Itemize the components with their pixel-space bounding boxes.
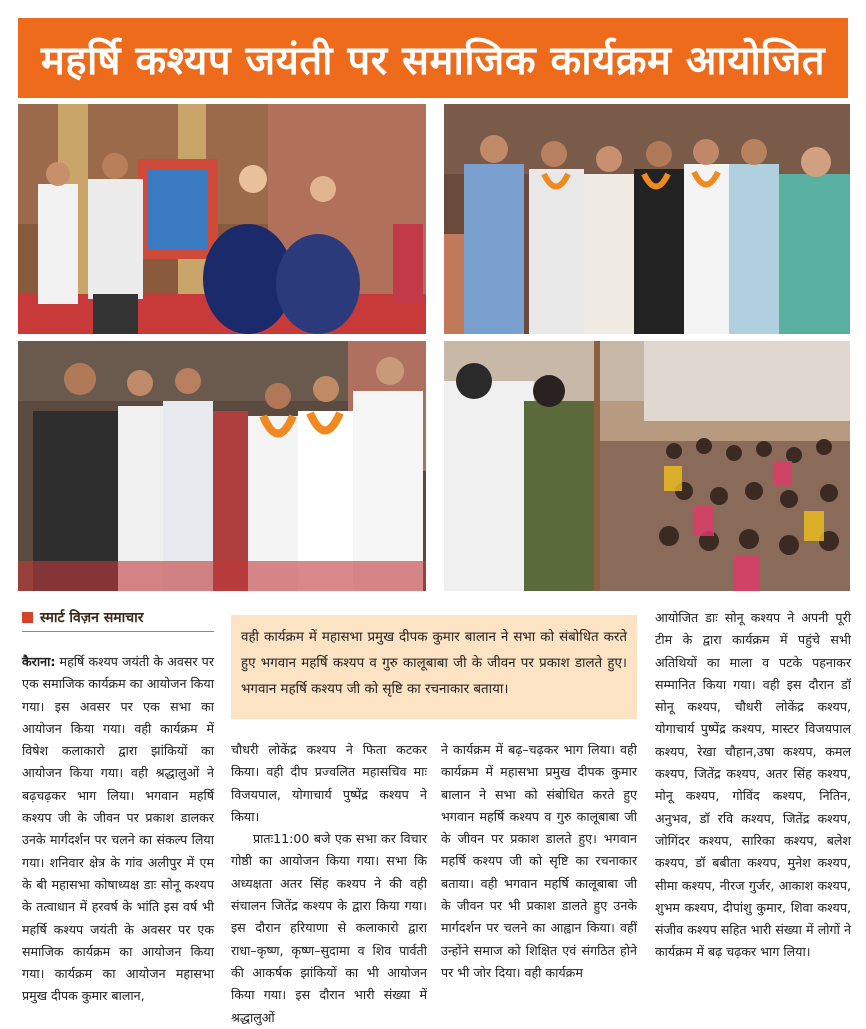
article-text-col2-p1: चौधरी लोकेंद्र कश्यप ने फिता कटकर किया। वही दीप प्रज्वलित महासचिव माः विजयपाल, योगाचार्य पुष्पेंद्र कश्यप ने किया। [231,742,427,824]
folk-dance-performance-photo [18,104,426,334]
garlanded-guests-photo [18,341,426,591]
byline [22,606,212,628]
headline-text: महर्षि कश्यप जयंती पर समाजिक कार्यक्रम आयोजित [40,37,826,84]
pull-quote-box [231,615,637,719]
article-text-col3: ने कार्यक्रम में बढ़–चढ़कर भाग लिया। वही कार्यक्रम में महासभा प्रमुख दीपक कुमार बालान ने सभा को संबोधित करते हुए भगवान महर्षि कश्यप व गुरु कालूबाबा जी के जीवन पर प्रकाश डालते हुए। भगवान महर्षि कश्यप जी को सृष्टि का रचनाकार बताया। वही भगवान महर्षि कालूबाबा जी के जीवन पर भी प्रकाश डालते हुए उनके मार्गदर्शन पर चलने का आह्वान किया। वहीं उन्होंने समाज को शिक्षित एवं संगठित होने पर भी जोर दिया। वही कार्यक्रम [441,742,637,980]
byline-square-icon [22,612,33,623]
byline-text: स्मार्ट विज़न समाचार [40,609,144,626]
article-column-4 [655,607,851,964]
article-column-3 [441,739,637,984]
article-column-2 [231,739,427,1029]
pull-quote-text: वही कार्यक्रम में महासभा प्रमुख दीपक कुमार बालान ने सभा को संबोधित करते हुए भगवान महर्षि कश्यप व गुरु कालूबाबा जी के जीवन पर प्रकाश डालते हुए। भगवान महर्षि कश्यप जी को सृष्टि का रचनाकार बताया। [241,630,627,697]
article-column-1 [22,651,214,1008]
article-text-col4: आयोजित डाः सोनू कश्यप ने अपनी पूरी टीम के द्वारा कार्यक्रम में पहुंचे सभी अतिथियों का माला व पटके पहनाकर सम्मानित किया गया। वही इस दौरान डॉ सोनू कश्यप, चौधरी लोकेंद्र कश्यप, योगाचार्य पुष्पेंद्र कश्यप, मास्टर विजयपाल कश्यप, रेखा चौहान,उषा कश्यप, कमल कश्यप, जितेंद्र कश्यप, अतर सिंह कश्यप, मोनू कश्यप, गोविंद कश्यप, नितिन, अनुभव, डॉ रवि कश्यप, जितेंद्र कश्यप, जोगिंदर कश्यप, सारिका कश्यप, बलेश कश्यप, डॉ बबीता कश्यप, मुनेश कश्यप, सीमा कश्यप, नीरज गुर्जर, आकाश कश्यप, शुभम कश्यप, दीपांशु कुमार, शिवा कश्यप, संजीव कश्यप सहित भारी संख्या में लोगों ने कार्यक्रम में बढ़ चढ़कर भाग लिया। [655,610,851,960]
byline-divider [22,631,214,632]
article-text-col2-p2: प्रातः11:00 बजे एक सभा कर विचार गोष्ठी का आयोजन किया गया। सभा कि अध्यक्षता अतर सिंह कश्यप ने की वही संचालन जितेंद्र कश्यप के द्वारा किया गया। इस दौरान हरियाणा से कलाकारो द्वारा राधा–कृष्ण, कृष्ण–सुदामा व शिव पार्वती की आकर्षक झांकियों का भी आयोजन किया गया। इस दौरान भारी संख्या में श्रद्धालुओं [231,831,427,1025]
headline-banner [18,18,848,98]
dateline: कैराना: [22,654,56,669]
audience-crowd-photo [444,341,850,591]
felicitation-group-photo [444,104,850,334]
article-text-col1: महर्षि कश्यप जयंती के अवसर पर एक समाजिक कार्यक्रम का आयोजन किया गया। इस अवसर पर एक सभा का आयोजन किया गया। वही कार्यक्रम में विषेश कलाकारो द्वारा झांकियों का आयोजन किया गया। वही श्रद्धालुओं ने बढ़चढ़कर भाग लिया। भगवान महर्षि कश्यप जी के जीवन पर प्रकाश डालकर उनके मार्गदर्शन पर चलने का संकल्प लिया गया। शनिवार क्षेत्र के गांव अलीपुर में एम के बी महासभा कोषाध्यक्ष डाः सोनू कश्यप के तत्वाधान में हरवर्ष के भांति इस वर्ष भी महर्षि कश्यप जयंती के अवसर पर एक समाजिक कार्यक्रम का आयोजन किया गया। कार्यक्रम का आयोजन महासभा प्रमुख दीपक कुमार बालान, [22,654,214,1004]
